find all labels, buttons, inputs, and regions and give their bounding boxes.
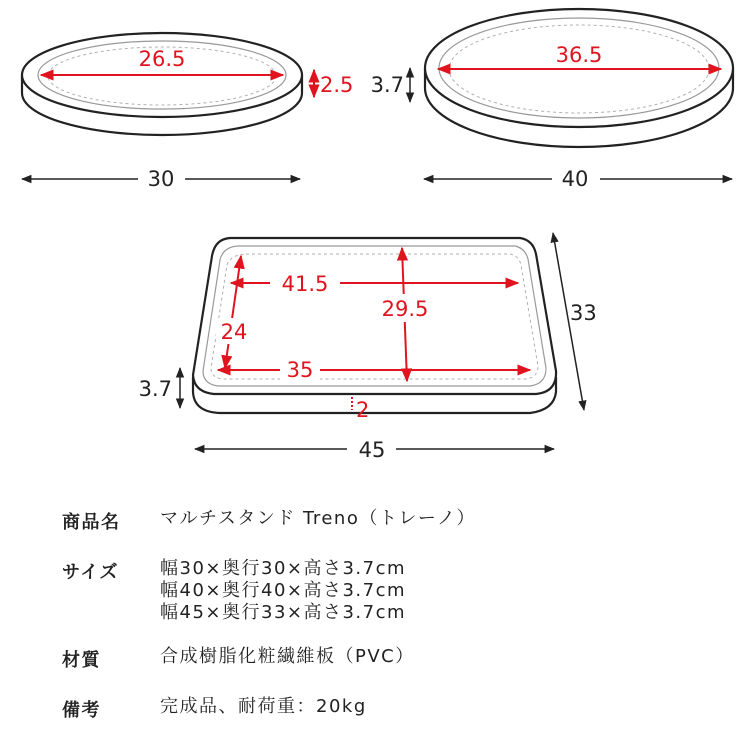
tray-inner-width-top-label: 41.5 (281, 272, 329, 296)
tray-inner-width-bottom-label: 35 (286, 358, 314, 382)
medium-inner-diameter-label: 36.5 (555, 43, 603, 67)
spec-line: 幅40×奥行40×高さ3.7cm (160, 580, 407, 601)
tray-height-label: 3.7 (138, 377, 172, 401)
small-outer-diameter-label: 30 (147, 167, 175, 191)
spec-value (160, 558, 406, 624)
spec-line: マルチスタンド Treno（トレーノ） (160, 508, 476, 529)
spec-value (160, 508, 476, 534)
spec-line: 幅30×奥行30×高さ3.7cm (160, 558, 407, 579)
small-round-stand (22, 33, 353, 191)
tray-inner-depth-label: 29.5 (381, 297, 429, 321)
spec-label: 商品名 (62, 512, 121, 533)
tray-left-depth-label: 24 (220, 320, 248, 344)
spec-label: サイズ (62, 562, 120, 583)
medium-height-label: 3.7 (370, 73, 404, 97)
spec-value (160, 646, 415, 672)
spec-line: 合成樹脂化粧繊維板（PVC） (160, 646, 415, 667)
spec-row-size (62, 558, 722, 624)
spec-line: 幅45×奥行33×高さ3.7cm (160, 602, 407, 623)
tray-depth-label: 33 (570, 301, 597, 325)
small-height-label: 2.5 (320, 73, 354, 97)
spec-row-material (62, 646, 722, 672)
spec-table (62, 508, 722, 722)
spec-row-notes (62, 696, 722, 722)
spec-label: 材質 (62, 650, 101, 671)
medium-round-stand (371, 9, 733, 191)
spec-label: 備考 (62, 700, 101, 721)
tray-thickness-label: 2 (356, 398, 370, 422)
spec-line: 完成品、耐荷重：20kg (160, 696, 367, 717)
medium-outer-diameter-label: 40 (561, 167, 589, 191)
tray-width-label: 45 (358, 438, 386, 462)
rectangular-tray (139, 233, 597, 462)
small-inner-diameter-label: 26.5 (138, 47, 186, 71)
spec-value (160, 696, 367, 722)
spec-row-name (62, 508, 722, 534)
